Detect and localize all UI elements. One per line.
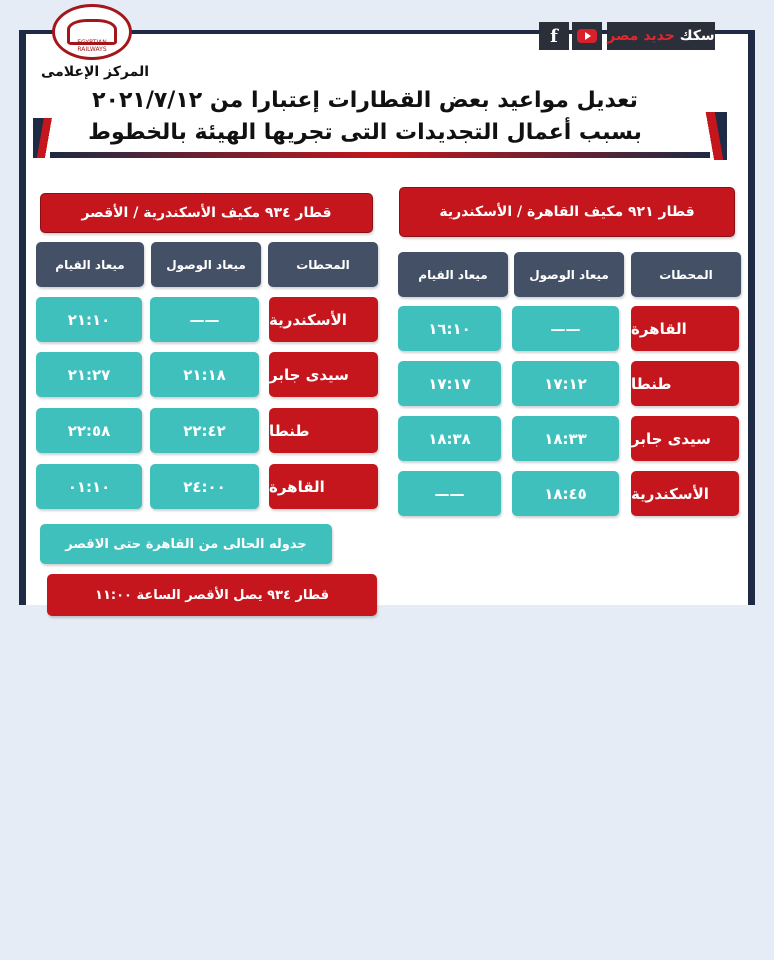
train-921-station: الأسكندرية — [631, 471, 739, 516]
train-934-station: القاهرة — [269, 464, 378, 509]
train-934-departure: ٢٢:٥٨ — [36, 408, 142, 453]
train-921-arrival: ١٨:٤٥ — [512, 471, 619, 516]
train-921-title: قطار ٩٢١ مكيف القاهرة / الأسكندرية — [399, 187, 735, 237]
brand-word-white: سكك — [679, 28, 715, 44]
train-934-arrival: ٢٤:٠٠ — [150, 464, 259, 509]
decor-stripe-bottom — [50, 152, 710, 158]
page-title-line2: بسبب أعمال التجديدات التى تجريها الهيئة بالخطوط — [88, 120, 642, 145]
train-921-arrival: —— — [512, 306, 619, 351]
train-921-arrival: ١٧:١٢ — [512, 361, 619, 406]
train-934-arrival: ٢١:١٨ — [150, 352, 259, 397]
train-921-station: سيدى جابر — [631, 416, 739, 461]
train-921-departure: —— — [398, 471, 501, 516]
train-934-departure: ٠١:١٠ — [36, 464, 142, 509]
train-934-title: قطار ٩٣٤ مكيف الأسكندرية / الأقصر — [40, 193, 373, 233]
train-921-departure: ١٦:١٠ — [398, 306, 501, 351]
train-934-station: سيدى جابر — [269, 352, 378, 397]
egyptian-railways-logo — [52, 4, 132, 60]
train-921-departure: ١٨:٣٨ — [398, 416, 501, 461]
train-921-col-arrival: ميعاد الوصول — [514, 252, 624, 297]
train-934-station: طنطا — [269, 408, 378, 453]
train-934-departure: ٢١:٢٧ — [36, 352, 142, 397]
train-934-col-arrival: ميعاد الوصول — [151, 242, 261, 287]
page-title-line1: تعديل مواعيد بعض القطارات إعتبارا من ٢٠٢١/٧/١٢ — [92, 88, 638, 113]
train-934-arrival-luxor-note: قطار ٩٣٤ يصل الأقصر الساعة ١١:٠٠ — [47, 574, 377, 616]
train-921-col-departure: ميعاد القيام — [398, 252, 508, 297]
train-934-col-departure: ميعاد القيام — [36, 242, 144, 287]
train-934-departure: ٢١:١٠ — [36, 297, 142, 342]
brand-badge — [607, 22, 715, 50]
train-921-station: طنطا — [631, 361, 739, 406]
youtube-play-icon — [577, 29, 597, 43]
train-934-col-stations: المحطات — [268, 242, 378, 287]
train-921-station: القاهرة — [631, 306, 739, 351]
media-center-label: المركز الإعلامى — [40, 64, 150, 80]
train-934-current-route-note: جدوله الحالى من القاهرة حتى الاقصر — [40, 524, 332, 564]
train-921-departure: ١٧:١٧ — [398, 361, 501, 406]
youtube-icon[interactable] — [572, 22, 602, 50]
train-921-col-stations: المحطات — [631, 252, 741, 297]
train-921-arrival: ١٨:٣٣ — [512, 416, 619, 461]
train-934-arrival: —— — [150, 297, 259, 342]
facebook-icon[interactable]: f — [539, 22, 569, 50]
train-934-arrival: ٢٢:٤٢ — [150, 408, 259, 453]
train-934-station: الأسكندرية — [269, 297, 378, 342]
logo-caption: EGYPTIAN RAILWAYS — [77, 39, 107, 53]
brand-word-red: حديد مصر — [607, 28, 675, 44]
